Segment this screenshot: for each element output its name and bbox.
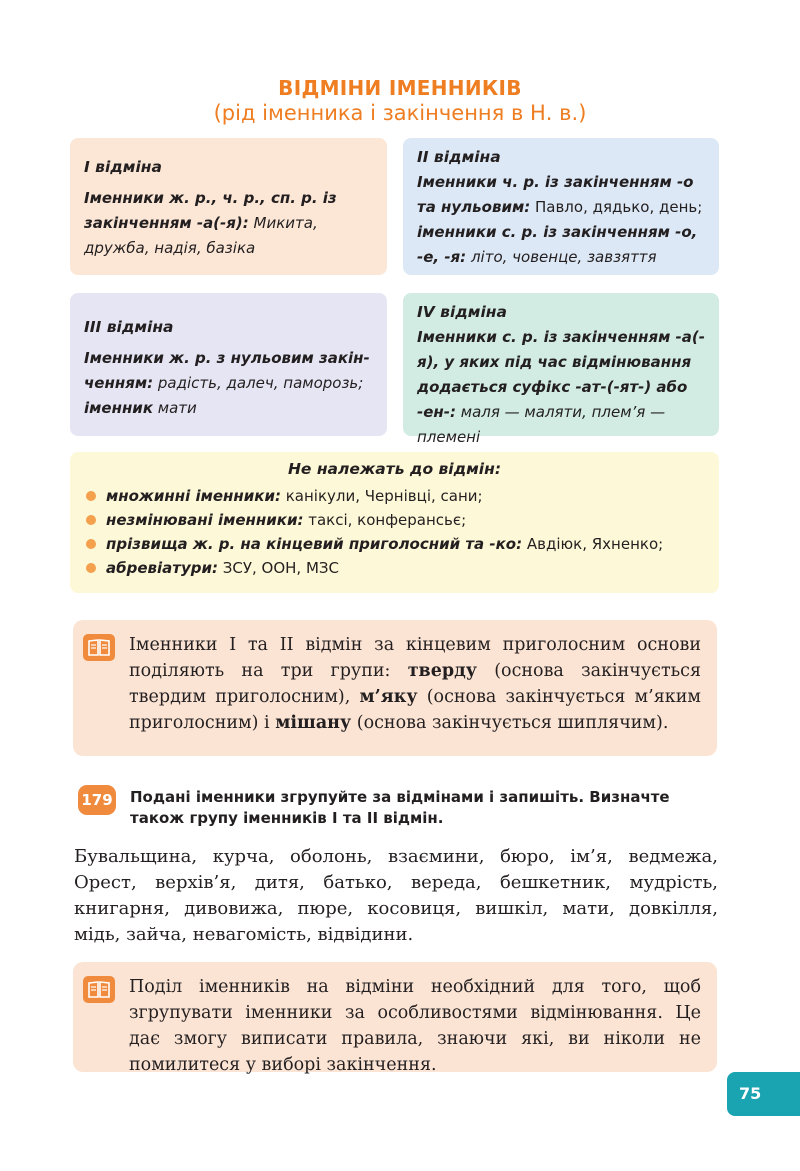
declension-3-rule-1: Іменники ж. р. з нульовим закінченням: <box>84 349 370 392</box>
not-declension-heading: Не належать до відмін: <box>287 460 502 478</box>
declension-1-rule: Іменники ж. р., ч. р., сп. р. із закінченням -а(-я): <box>84 189 337 232</box>
declension-2-body <box>417 170 705 270</box>
book-icon <box>83 634 115 661</box>
group-mixed: мішану <box>275 713 352 733</box>
declension-4-examples: маля — маляти, плем’я — племені <box>417 403 666 446</box>
bullet-icon <box>86 563 96 573</box>
declension-3-heading: III відміна <box>84 318 174 336</box>
declension-4-rule: Іменники с. р. із закінченням -а(-я), у яких під час відмінювання додається суфікс -ат-(-ят-) або -ен-: <box>417 328 705 421</box>
page-number: 75 <box>727 1072 800 1116</box>
declension-1-heading: I відміна <box>84 158 162 176</box>
rule-note-groups: Іменники I та II відмін за кінцевим приголосним основи поділяють на три групи: тверду (основа закінчується твердим приголосним), м’яку (основа закінчується м’яким приголосним) і мішану (основа закінчується шиплячим). <box>73 620 717 756</box>
bullet-icon <box>86 539 96 549</box>
declension-2-examples-1: Павло, дядько, день; <box>535 198 703 216</box>
title-line2: (рід іменника і закінчення в Н. в.) <box>213 101 587 125</box>
declension-1-body <box>84 186 373 261</box>
list-item: абревіатури: ЗСУ, ООН, МЗС <box>84 556 705 580</box>
exercise-task: Подані іменники згрупуйте за відмінами і запишіть. Визначте також групу іменників I та II відмін. <box>130 788 670 827</box>
declension-1-examples: Микита, дружба, надія, базіка <box>84 214 318 257</box>
bullet-icon <box>86 491 96 501</box>
not-declension-box <box>70 452 719 593</box>
list-item: прізвища ж. р. на кінцевий приголосний та -ко: Авдіюк, Яхненко; <box>84 532 705 556</box>
declension-2-rule-1: Іменники ч. р. із закінченням -о та нульовим: <box>417 173 694 216</box>
declension-3-examples-1: радість, далеч, паморозь; <box>157 374 364 392</box>
exercise-words: Бувальщина, курча, оболонь, взаємини, бюро, ім’я, ведмежа, Орест, верхів’я, дитя, батько, вереда, бешкетник, мудрість, книгарня, дивовижа, пюре, косовиця, вишкіл, мати, довкілля, мідь, зайча, невагомість, відвідини. <box>74 846 718 945</box>
declension-3-box <box>70 293 387 436</box>
not-declension-list <box>84 484 705 580</box>
title-line1: ВІДМІНИ ІМЕННИКІВ <box>278 76 522 100</box>
group-hard: тверду <box>407 661 477 681</box>
note2-text: Поділ іменників на відміни необхідний для того, щоб згрупувати іменники за особливостями відмінювання. Це дає змогу виписати правила, знаючи які, ви ніколи не помилитеся у виборі закінчення. <box>129 977 701 1075</box>
book-icon <box>83 976 115 1003</box>
exercise-number: 179 <box>78 785 116 815</box>
declension-2-rule-2: іменники с. р. із закінченням -о, -е, -я: <box>417 223 698 266</box>
page-title <box>0 76 800 126</box>
declension-4-box <box>403 293 719 446</box>
declension-2-box <box>403 138 719 275</box>
rule-note-purpose <box>73 962 717 1075</box>
declension-3-body <box>84 346 373 421</box>
declension-2-examples-2: літо, човенце, завзяття <box>470 248 657 266</box>
declension-4-heading: IV відміна <box>417 303 507 321</box>
declension-3-examples-2: мати <box>157 399 197 417</box>
declension-3-rule-2: іменник <box>84 399 153 417</box>
bullet-icon <box>86 515 96 525</box>
list-item: незмінювані іменники: таксі, конферансьє; <box>84 508 705 532</box>
declension-2-heading: II відміна <box>417 148 501 166</box>
list-item: множинні іменники: канікули, Чернівці, сани; <box>84 484 705 508</box>
declension-1-box <box>70 138 387 275</box>
declension-4-body <box>417 325 705 450</box>
group-soft: м’яку <box>359 687 418 707</box>
